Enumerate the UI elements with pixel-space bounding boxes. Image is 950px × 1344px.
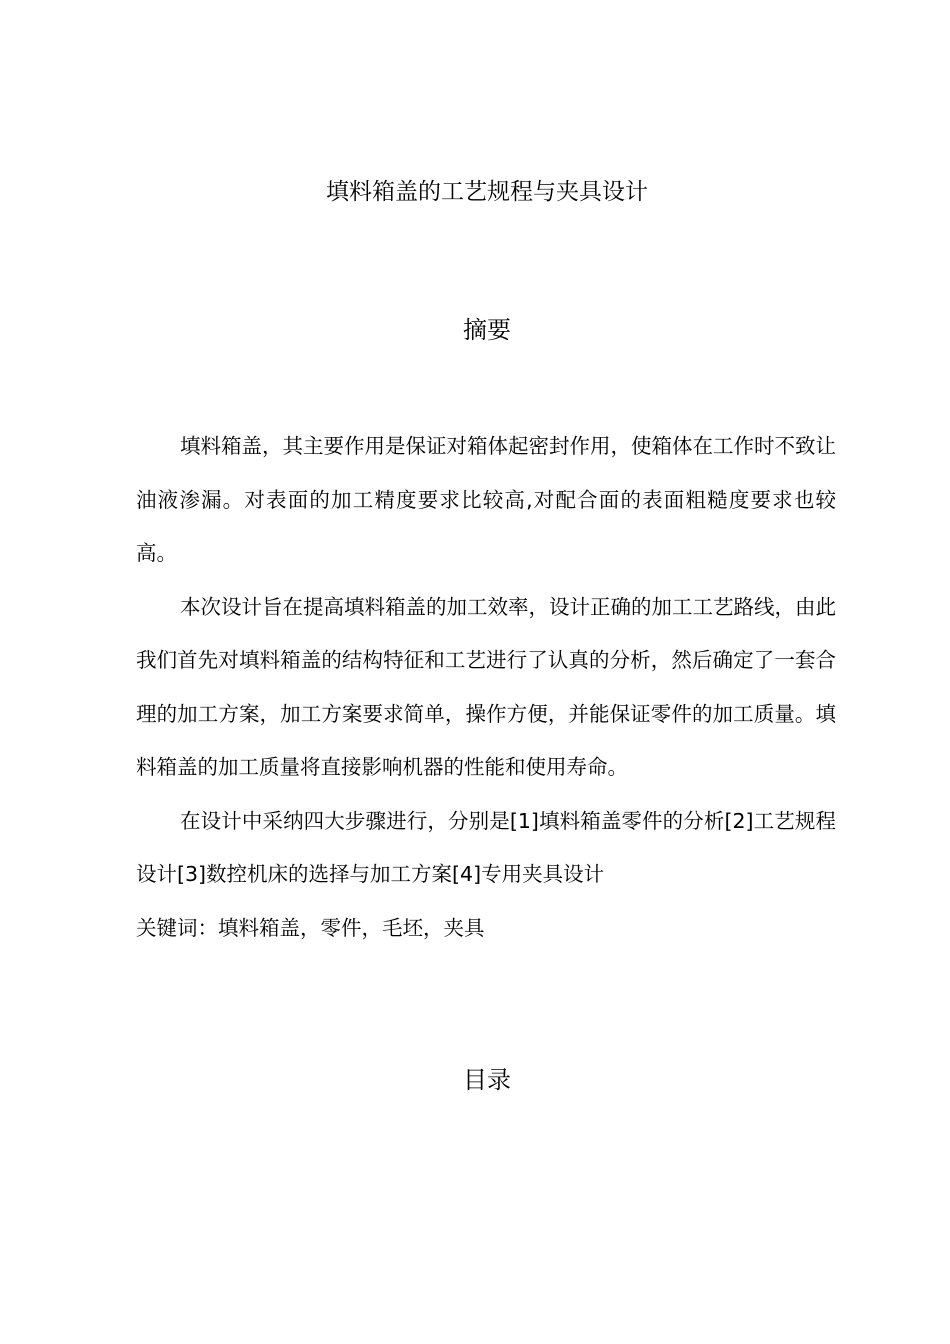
document-title: 填料箱盖的工艺规程与夹具设计	[326, 179, 648, 205]
abstract-heading: 摘要	[463, 316, 511, 344]
abstract-paragraph-1: 填料箱盖，其主要作用是保证对箱体起密封作用，使箱体在工作时不致让油液渗漏。对表面的加工精度要求比较高,对配合面的表面粗糙度要求也较高。	[136, 434, 836, 565]
abstract-body	[136, 420, 836, 955]
abstract-paragraph-3: 在设计中采纳四大步骤进行，分别是[1]填料箱盖零件的分析[2]工艺规程设计[3]数控机床的选择与加工方案[4]专用夹具设计	[136, 808, 836, 886]
abstract-paragraph-2: 本次设计旨在提高填料箱盖的加工效率，设计正确的加工工艺路线，由此我们首先对填料箱盖的结构特征和工艺进行了认真的分析，然后确定了一套合理的加工方案，加工方案要求简单，操作方便，并能保证零件的加工质量。填料箱盖的加工质量将直接影响机器的性能和使用寿命。	[136, 594, 836, 779]
keywords-line: 关键词：填料箱盖，零件，毛坯，夹具	[136, 915, 485, 940]
toc-heading: 目录	[463, 1066, 511, 1094]
